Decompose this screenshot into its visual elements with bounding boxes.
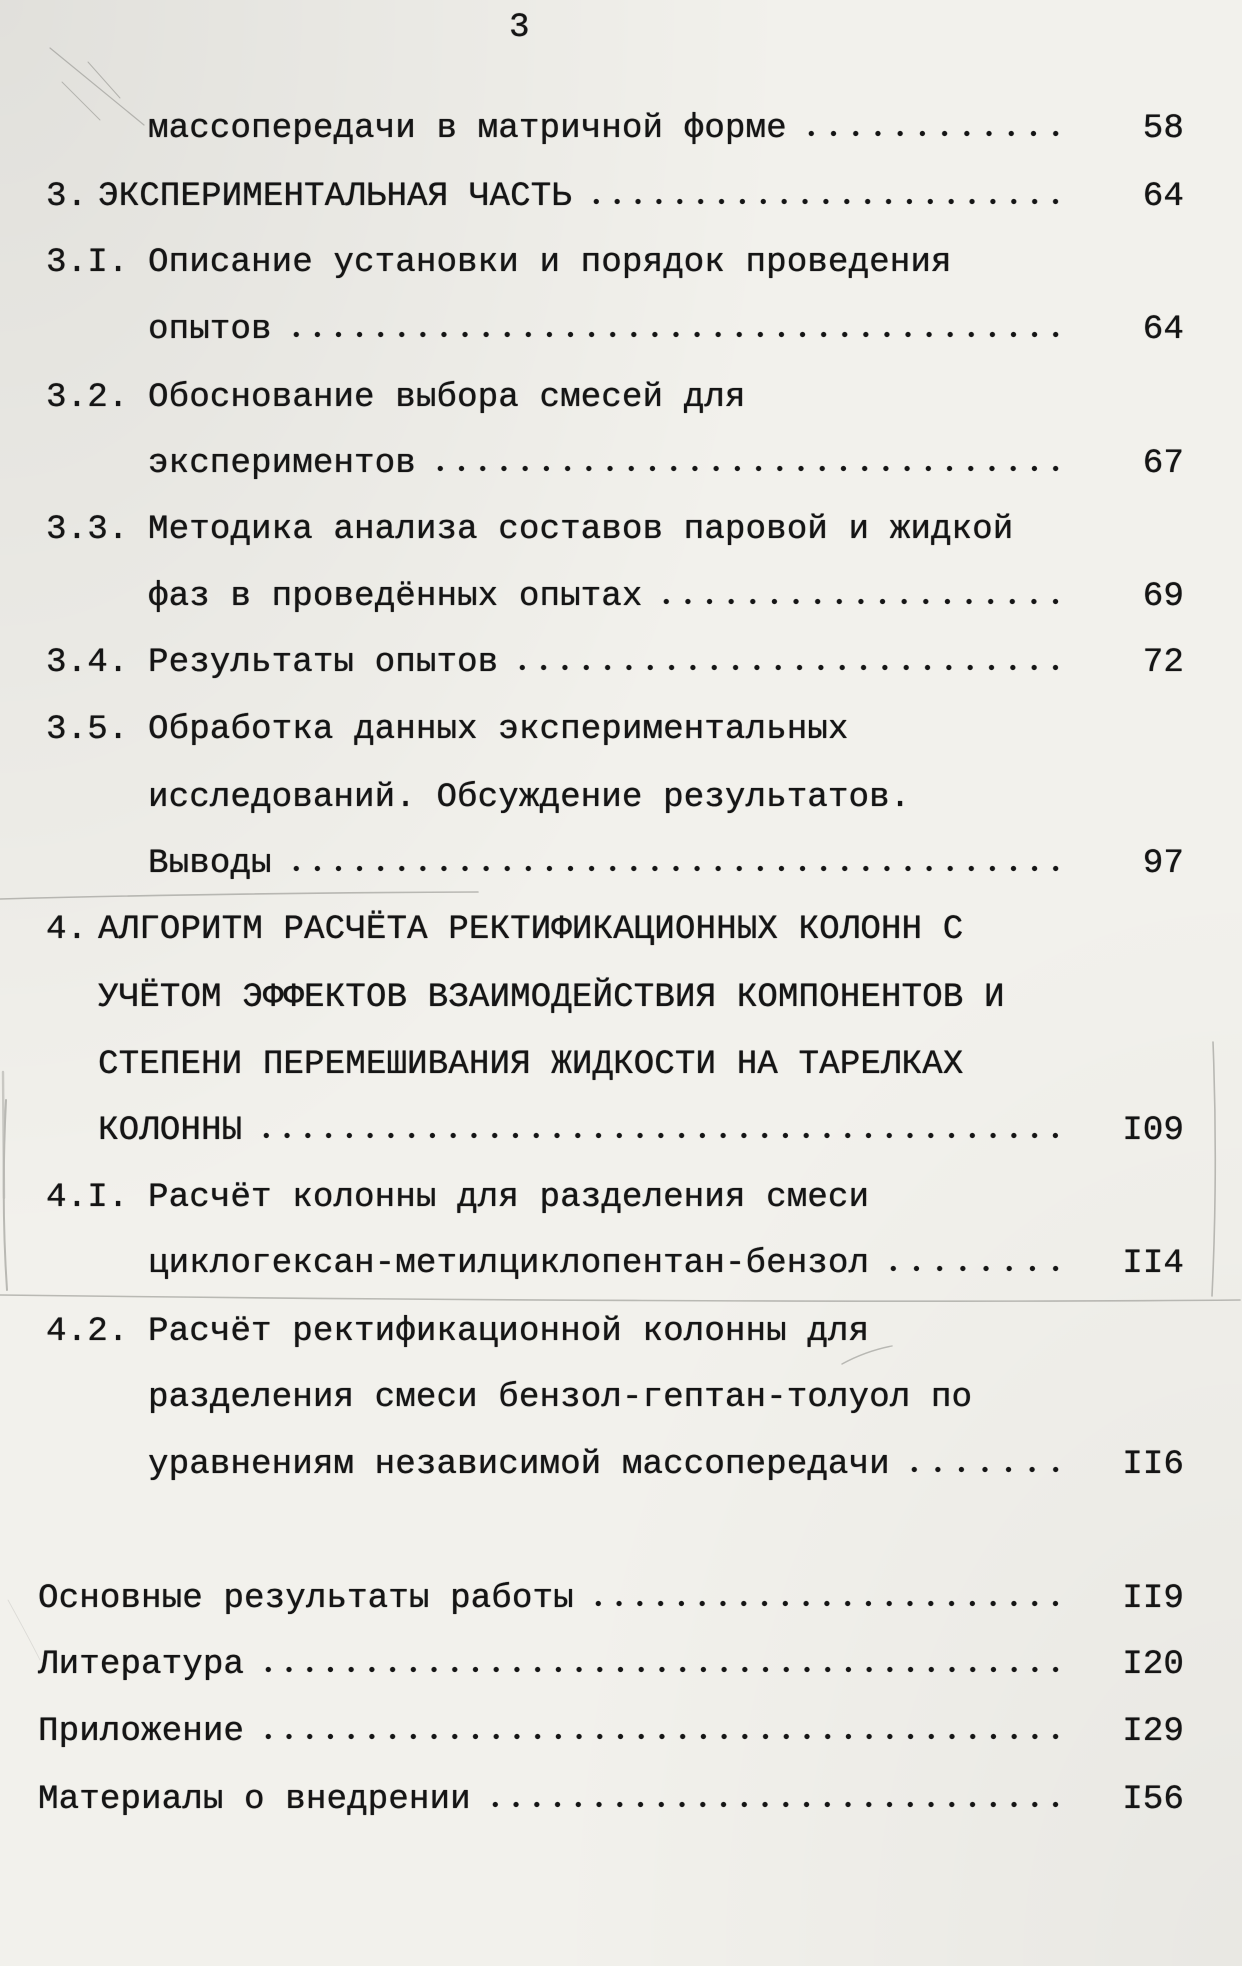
toc-entry-line — [148, 1445, 1184, 1485]
toc-entry-line — [148, 310, 1184, 350]
toc-page-ref: 67 — [1142, 445, 1184, 483]
dot-leader — [801, 130, 1066, 137]
toc-page-ref: I09 — [1122, 1112, 1184, 1150]
toc-entry-title: разделения смеси бензол-гептан-толуол по — [148, 1379, 973, 1417]
toc-page-ref: I56 — [1122, 1781, 1184, 1819]
toc-entry-line — [148, 444, 1184, 484]
toc-page-ref: I29 — [1122, 1713, 1184, 1751]
back-matter-entry — [38, 1645, 1184, 1685]
toc-entry-line — [98, 177, 1184, 217]
toc-page-ref: II4 — [1122, 1245, 1184, 1283]
back-matter-title: Приложение — [38, 1713, 245, 1751]
dot-leader — [904, 1466, 1066, 1473]
back-matter-title: Литература — [38, 1646, 245, 1684]
dot-leader — [258, 1666, 1066, 1673]
toc-entry-line — [148, 109, 1184, 149]
toc-section-title: УЧЁТОМ ЭФФЕКТОВ ВЗАИМОДЕЙСТВИЯ КОМПОНЕНТОВ И — [98, 979, 1005, 1017]
dot-leader — [512, 664, 1066, 671]
back-matter-entry — [38, 1780, 1184, 1820]
toc-page-ref: 72 — [1142, 644, 1184, 682]
toc-entry-title: уравнениям независимой массопередачи — [148, 1446, 890, 1484]
back-matter-title: Основные результаты работы — [38, 1580, 574, 1618]
dot-leader — [883, 1265, 1066, 1272]
dot-leader — [286, 865, 1066, 872]
toc-subsection-number: 4.2. — [46, 1313, 129, 1351]
toc-page-ref: 64 — [1142, 178, 1184, 216]
back-matter-title: Материалы о внедрении — [38, 1781, 471, 1819]
toc-subsection-number: 4.I. — [46, 1179, 129, 1217]
toc-entry-line — [148, 643, 1184, 683]
toc-entry-line — [98, 1111, 1184, 1151]
toc-entry-title: Расчёт ректификационной колонны для — [148, 1313, 870, 1351]
toc-subsection-number: 3.2. — [46, 379, 129, 417]
toc-entry-title: фаз в проведённых опытах — [148, 578, 643, 616]
toc-entry-title: опытов — [148, 311, 272, 349]
toc-page-ref: I20 — [1122, 1646, 1184, 1684]
toc-subsection-number: 3.I. — [46, 244, 129, 282]
toc-page-ref: 97 — [1142, 845, 1184, 883]
toc-entry-title: исследований. Обсуждение результатов. — [148, 779, 911, 817]
toc-page-ref: II9 — [1122, 1580, 1184, 1618]
back-matter-entry — [38, 1712, 1184, 1752]
toc-entry-title: циклогексан-метилциклопентан-бензол — [148, 1245, 870, 1283]
toc-page-ref: 58 — [1142, 110, 1184, 148]
dot-leader — [256, 1132, 1066, 1139]
toc-page-ref: 69 — [1142, 578, 1184, 616]
dot-leader — [258, 1733, 1066, 1740]
toc-entry-line — [148, 844, 1184, 884]
dot-leader — [586, 198, 1066, 205]
dot-leader — [588, 1600, 1066, 1607]
dot-leader — [286, 331, 1066, 338]
toc-page-ref: 64 — [1142, 311, 1184, 349]
toc-subsection-number: 3.3. — [46, 511, 129, 549]
back-matter-entry — [38, 1579, 1184, 1619]
dot-leader — [485, 1801, 1066, 1808]
toc-entry-title: Обоснование выбора смесей для — [148, 379, 746, 417]
dot-leader — [656, 598, 1066, 605]
toc-entry-title: Результаты опытов — [148, 644, 499, 682]
toc-entry-title: массопередачи в матричной форме — [148, 110, 787, 148]
toc-entry-title: экспериментов — [148, 445, 416, 483]
dot-leader — [430, 465, 1066, 472]
page-number: 3 — [509, 9, 530, 47]
toc-page-ref: II6 — [1122, 1446, 1184, 1484]
toc-section-title: АЛГОРИТМ РАСЧЁТА РЕКТИФИКАЦИОННЫХ КОЛОНН С — [98, 911, 964, 949]
toc-entry-title: Расчёт колонны для разделения смеси — [148, 1179, 870, 1217]
toc-subsection-number: 3.4. — [46, 644, 129, 682]
toc-entry-line — [148, 1244, 1184, 1284]
toc-subsection-number: 3.5. — [46, 711, 129, 749]
toc-section-title: КОЛОННЫ — [98, 1112, 243, 1150]
toc-section-title: СТЕПЕНИ ПЕРЕМЕШИВАНИЯ ЖИДКОСТИ НА ТАРЕЛКАХ — [98, 1046, 964, 1084]
toc-entry-title: Методика анализа составов паровой и жидкой — [148, 511, 1014, 549]
toc-entry-title: Описание установки и порядок проведения — [148, 244, 952, 282]
toc-section-number: 3. — [46, 178, 88, 216]
toc-section-title: ЭКСПЕРИМЕНТАЛЬНАЯ ЧАСТЬ — [98, 178, 572, 216]
toc-entry-line — [148, 577, 1184, 617]
toc-section-number: 4. — [46, 911, 88, 949]
toc-entry-title: Выводы — [148, 845, 272, 883]
toc-entry-title: Обработка данных экспериментальных — [148, 711, 849, 749]
